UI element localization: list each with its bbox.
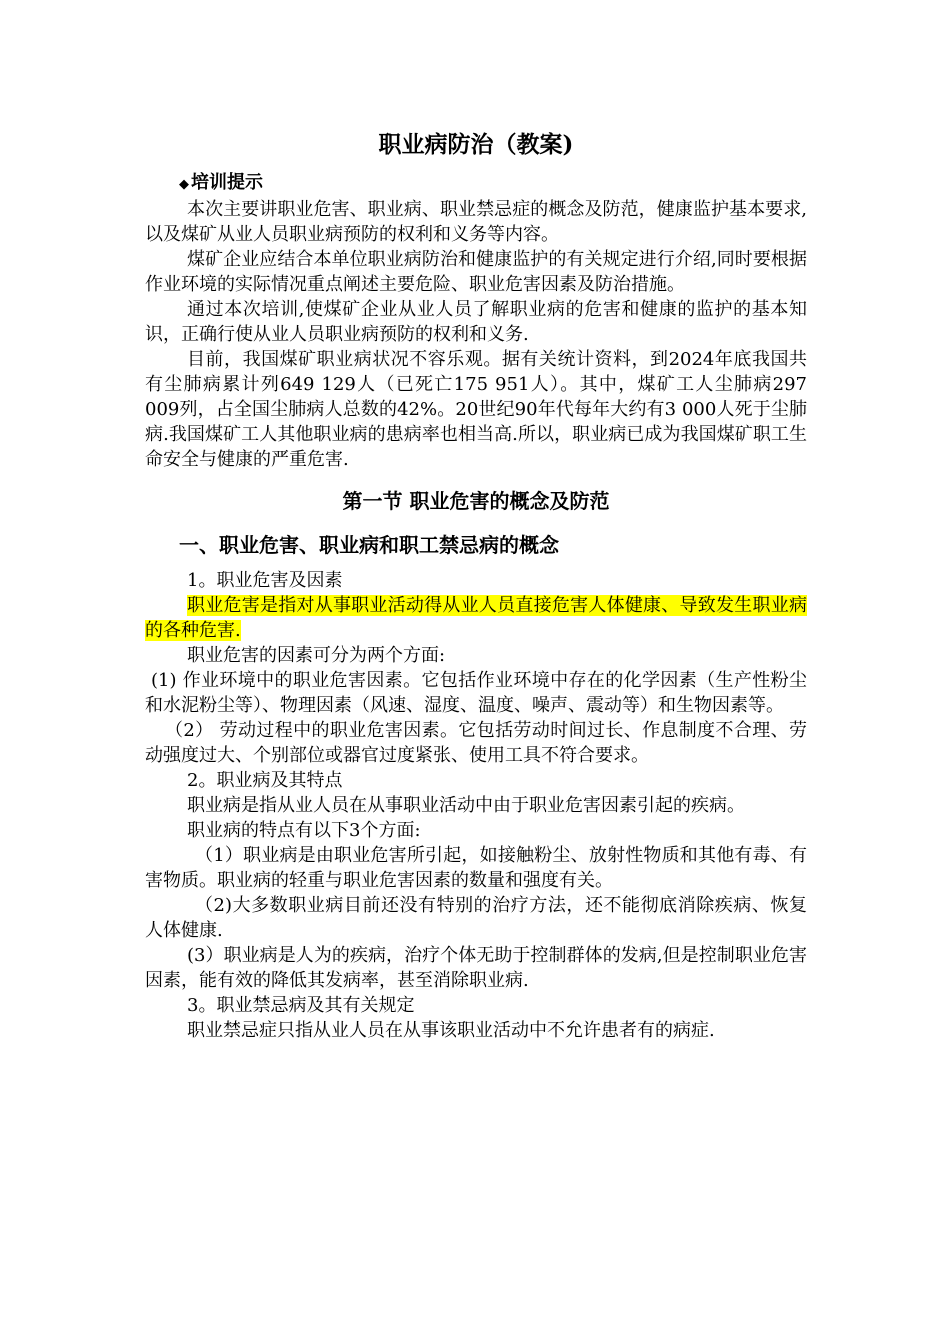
item2-feature-2: （2)大多数职业病目前还没有特别的治疗方法，还不能彻底消除疾病、恢复人体健康. bbox=[145, 895, 807, 941]
item1-highlight-paragraph bbox=[145, 593, 807, 643]
item3-definition: 职业禁忌症只指从业人员在从事该职业活动中不允许患者有的病症. bbox=[187, 1020, 715, 1041]
item1-heading: 1。职业危害及因素 bbox=[187, 570, 343, 591]
intro-paragraph-3: 通过本次培训,使煤矿企业从业人员了解职业病的危害和健康的监护的基本知识，正确行使从业人员职业病预防的权利和义务. bbox=[145, 299, 807, 345]
item1-factor-1: (1) 作业环境中的职业危害因素。它包括作业环境中存在的化学因素（生产性粉尘和水泥粉尘等）、物理因素（风速、湿度、温度、噪声、震动等）和生物因素等。 bbox=[145, 670, 807, 716]
section-title: 第一节 职业危害的概念及防范 bbox=[342, 489, 610, 513]
intro-paragraph-1: 本次主要讲职业危害、职业病、职业禁忌症的概念及防范，健康监护基本要求,以及煤矿从业人员职业病预防的权利和义务等内容。 bbox=[145, 199, 807, 245]
item2-features-intro: 职业病的特点有以下3个方面: bbox=[187, 820, 421, 841]
document-page bbox=[145, 128, 807, 1043]
tip-heading-text: 培训提示 bbox=[191, 172, 263, 193]
item3-heading: 3。职业禁忌病及其有关规定 bbox=[187, 995, 415, 1016]
item2-heading: 2。职业病及其特点 bbox=[187, 770, 343, 791]
item2-feature-3: (3）职业病是人为的疾病，治疗个体无助于控制群体的发病,但是控制职业危害因素，能有效的降低其发病率，甚至消除职业病. bbox=[145, 945, 807, 991]
highlighted-definition: 职业危害是指对从事职业活动得从业人员直接危害人体健康、导致发生职业病的各种危害. bbox=[145, 595, 807, 641]
intro-paragraph-2: 煤矿企业应结合本单位职业病防治和健康监护的有关规定进行介绍,同时要根据作业环境的实际情况重点阐述主要危险、职业危害因素及防治措施。 bbox=[145, 249, 807, 295]
subsection-title: 一、职业危害、职业病和职工禁忌病的概念 bbox=[179, 533, 559, 557]
item2-definition: 职业病是指从业人员在从事职业活动中由于职业危害因素引起的疾病。 bbox=[187, 795, 745, 816]
intro-paragraph-4: 目前，我国煤矿职业病状况不容乐观。据有关统计资料，到2024年底我国共有尘肺病累计列649 129人（已死亡175 951人）。其中，煤矿工人尘肺病297 009列，占全国尘肺病人总数的42%。20世纪90年代每年大约有3 000人死于尘肺病.我国煤矿工人其他职业病的患病率也相当高.所以，职业病已成为我国煤矿职工生命安全与健康的严重危害. bbox=[145, 349, 807, 470]
document-title: 职业病防治（教案) bbox=[378, 131, 574, 158]
item1-factors-intro: 职业危害的因素可分为两个方面: bbox=[187, 645, 446, 666]
item1-factor-2: （2） 劳动过程中的职业危害因素。它包括劳动时间过长、作息制度不合理、劳动强度过大、个别部位或器官过度紧张、使用工具不符合要求。 bbox=[145, 720, 807, 766]
diamond-bullet-icon: ◆ bbox=[179, 177, 189, 192]
tip-heading bbox=[179, 170, 807, 197]
item2-feature-1: （1）职业病是由职业危害所引起，如接触粉尘、放射性物质和其他有毒、有害物质。职业病的轻重与职业危害因素的数量和强度有关。 bbox=[145, 845, 807, 891]
